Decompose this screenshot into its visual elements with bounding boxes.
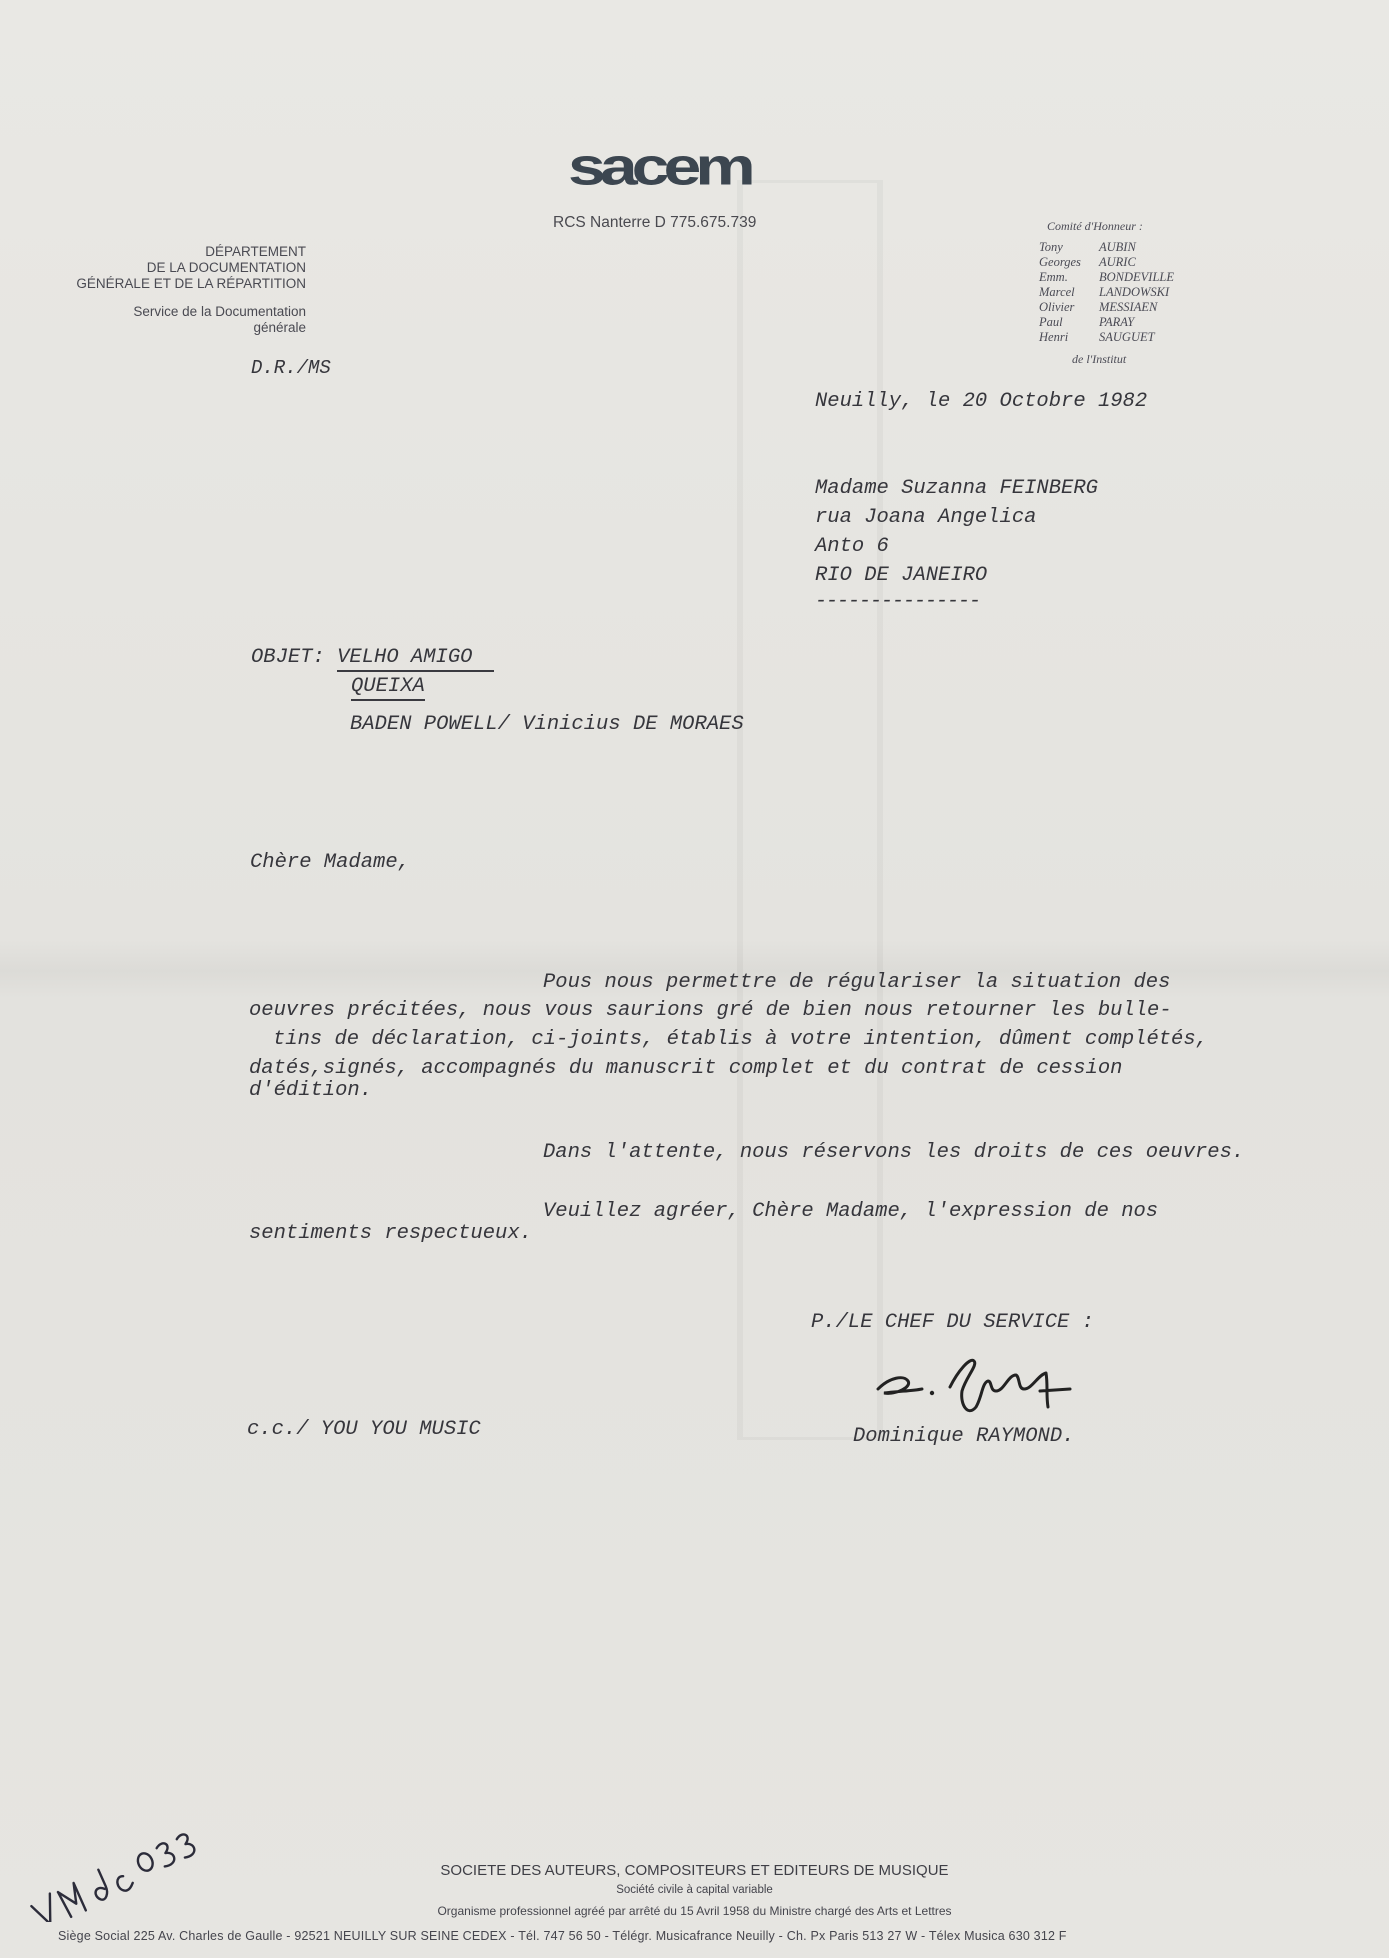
paragraph-line: Dans l'attente, nous réservons les droits de ces oeuvres. xyxy=(543,1141,1245,1164)
department-line: GÉNÉRALE ET DE LA RÉPARTITION xyxy=(76,276,306,291)
department-block xyxy=(76,244,306,336)
rcs-number: RCS Nanterre D 775.675.739 xyxy=(553,214,757,231)
reference: D.R./MS xyxy=(251,357,331,379)
comite-member: Marcel LANDOWSKI xyxy=(1039,285,1170,299)
salutation: Chère Madame, xyxy=(250,851,410,874)
department-line: DÉPARTEMENT xyxy=(205,244,306,259)
letter-date: Neuilly, le 20 Octobre 1982 xyxy=(815,390,1148,413)
address-line: Anto 6 xyxy=(815,535,889,558)
paragraph-line: sentiments respectueux. xyxy=(249,1222,532,1245)
objet-title: QUEIXA xyxy=(351,675,425,701)
comite-member: Emm. BONDEVILLE xyxy=(1039,270,1174,284)
comite-member: Henri SAUGUET xyxy=(1039,330,1155,344)
department-line: DE LA DOCUMENTATION xyxy=(146,260,306,275)
objet-title: VELHO AMIGO xyxy=(337,646,494,672)
paragraph-line: Pous nous permettre de régulariser la situation des xyxy=(543,971,1171,994)
signatory-name: Dominique RAYMOND. xyxy=(853,1425,1075,1448)
authors: BADEN POWELL/ Vinicius DE MORAES xyxy=(350,713,744,736)
paragraph-line: d'édition. xyxy=(249,1079,373,1102)
carbon-copy: c.c./ YOU YOU MUSIC xyxy=(247,1418,481,1441)
service-line: Service de la Documentation xyxy=(133,304,306,319)
footer-legal-form: Société civile à capital variable xyxy=(616,1884,773,1896)
comite-title: Comité d'Honneur : xyxy=(1047,219,1143,233)
footer-company-name: SOCIETE DES AUTEURS, COMPOSITEURS ET EDITEURS DE MUSIQUE xyxy=(440,1862,949,1879)
footer-accreditation: Organisme professionnel agréé par arrêté du 15 Avril 1958 du Ministre chargé des Arts et Lettres xyxy=(437,1904,952,1918)
paragraph-line: Veuillez agréer, Chère Madame, l'expression de nos xyxy=(543,1200,1159,1223)
handwritten-signature xyxy=(870,1347,1100,1427)
objet-label: OBJET: xyxy=(251,646,325,669)
comite-member: Olivier MESSIAEN xyxy=(1039,300,1158,314)
sacem-logo: sacem xyxy=(568,136,750,197)
objet-block xyxy=(251,643,494,701)
paragraph-line: datés,signés, accompagnés du manuscrit complet et du contrat de cession xyxy=(249,1057,1123,1080)
watermark xyxy=(720,180,900,1440)
address-line: rua Joana Angelica xyxy=(815,506,1037,529)
address-line: RIO DE JANEIRO xyxy=(815,564,988,587)
comite-list xyxy=(1039,240,1174,345)
recipient-address xyxy=(815,474,1098,590)
comite-member: Paul PARAY xyxy=(1039,315,1135,329)
comite-member: Georges AURIC xyxy=(1039,255,1136,269)
paragraph-line: oeuvres précitées, nous vous saurions gré de bien nous retourner les bulle- xyxy=(249,999,1172,1022)
service-line: générale xyxy=(253,320,306,335)
closing-title: P./LE CHEF DU SERVICE : xyxy=(811,1311,1094,1334)
comite-member: Tony AUBIN xyxy=(1039,240,1136,254)
comite-footer: de l'Institut xyxy=(1072,352,1127,366)
paragraph-line: tins de déclaration, ci-joints, établis à votre intention, dûment complétés, xyxy=(273,1028,1208,1051)
address-line: Madame Suzanna FEINBERG xyxy=(815,477,1098,500)
footer-address: Siège Social 225 Av. Charles de Gaulle - 92521 NEUILLY SUR SEINE CEDEX - Tél. 747 56 50 - Télégr. Musicafrance Neuilly - Ch. Px Paris 513 27 W - Télex Musica 630 312 F xyxy=(58,1929,1067,1943)
address-rule: --------------- xyxy=(815,590,981,613)
